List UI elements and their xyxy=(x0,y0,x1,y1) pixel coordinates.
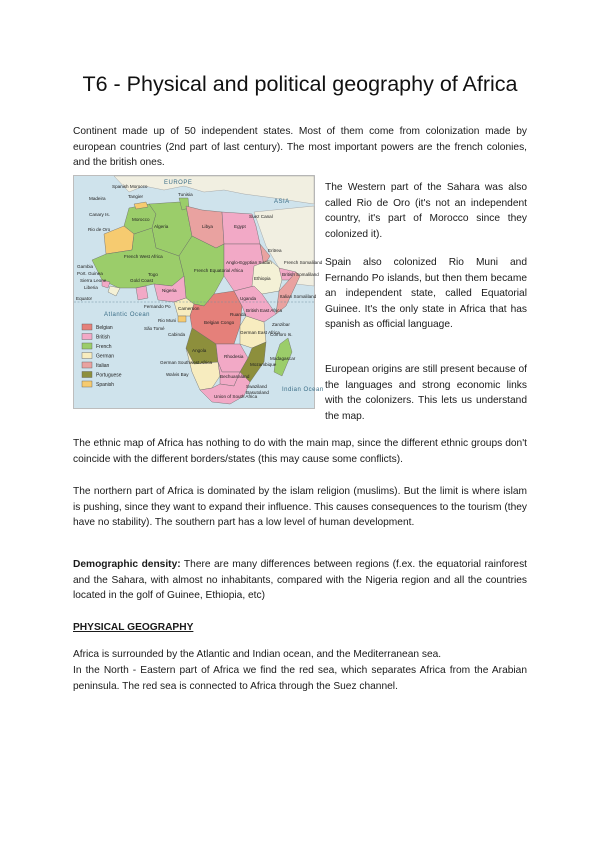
label-tangier: Tangier xyxy=(128,194,144,199)
legend-swatch-french xyxy=(82,343,92,349)
label-madagascar: Madagascar xyxy=(270,356,296,361)
label-french-west-africa: French West Africa xyxy=(124,254,163,259)
label-bechuanaland: Bechuanaland xyxy=(220,374,250,379)
label-german-east-africa: German East Africa xyxy=(240,330,280,335)
label-ethiopia: Ethiopia xyxy=(254,276,271,281)
page-title: T6 - Physical and political geography of Africa xyxy=(82,72,518,96)
physical-heading-line xyxy=(73,620,527,636)
label-zanzibar: Zanzibar xyxy=(272,322,290,327)
legend-swatch-british xyxy=(82,334,92,340)
label-mozambique: Mozambique xyxy=(250,362,277,367)
label-cabinda: Cabinda xyxy=(168,332,186,337)
label-port-guinea: Port. Guinea xyxy=(77,271,103,276)
label-british-somaliland: British Somaliland xyxy=(282,272,319,277)
label-equator: Equator xyxy=(76,296,93,301)
label-gambia: Gambia xyxy=(77,264,94,269)
islam-paragraph: The northern part of Africa is dominated by the islam religion (muslims). But the limit is where islam is pushing, since they want to expand their influence. This causes consequences to the tourism (they have no stability). The southern part has a low level of human development. xyxy=(73,486,527,529)
physical-line-2: In the North - Eastern part of Africa we find the red sea, which separates Africa from the Arabian peninsula. The red sea is connected to Africa through the Suez channel. xyxy=(73,665,527,692)
label-rhodesia: Rhodesia xyxy=(224,354,244,359)
legend-label-french: French xyxy=(96,344,112,350)
legend-label-italian: Italian xyxy=(96,363,110,369)
colonial-africa-map xyxy=(73,175,324,409)
legend-label-german: German xyxy=(96,353,115,360)
label-sierra-leone: Sierra Leone xyxy=(80,278,107,283)
ethnic-paragraph: The ethnic map of Africa has nothing to do with the main map, since the different ethnic groups don't coincide with the different borders/states (this may cause some conflicts). xyxy=(73,438,527,465)
gold-coast-region xyxy=(136,286,148,300)
label-canary: Canary Is. xyxy=(89,212,110,217)
label-tunisia: Tunisia xyxy=(178,192,193,197)
label-rio-de-oro: Rio de Oro xyxy=(88,227,111,232)
label-sao-tome: São Tomé xyxy=(144,326,165,331)
label-ruanda: Ruanda xyxy=(230,312,247,317)
physical-geography-heading: PHYSICAL GEOGRAPHY xyxy=(73,622,194,633)
label-europe: EUROPE xyxy=(164,180,193,186)
label-atlantic: Atlantic Ocean xyxy=(104,312,151,318)
legend-swatch-italian xyxy=(82,362,92,368)
label-spanish-morocco: Spanish Morocco xyxy=(112,184,148,189)
legend-label-spanish: Spanish xyxy=(96,382,115,388)
label-walvis-bay: Walvis Bay xyxy=(166,372,189,377)
label-libya: Libya xyxy=(202,224,213,229)
label-liberia: Liberia xyxy=(84,285,98,290)
legend-swatch-portuguese xyxy=(82,372,92,378)
legend-label-portuguese: Portuguese xyxy=(96,372,122,379)
label-german-sw-africa: German Southwest Africa xyxy=(160,360,213,365)
label-asia: ASIA xyxy=(274,199,290,205)
physical-line-1: Africa is surrounded by the Atlantic and Indian ocean, and the Mediterranean sea. xyxy=(73,649,442,660)
intro-paragraph: Continent made up of 50 independent states. Most of them come from colonization made by european countries (2nd part of last century). The most important powers are the french colonies, and the british ones. xyxy=(73,126,527,169)
label-basutoland: Basutoland xyxy=(246,390,269,395)
side-paragraph-2: Spain also colonized Rio Muni and Fernando Po islands, but then them became an independent state, called Equatorial Guinee. It's the only state in Africa that has spanish as official language. xyxy=(325,257,527,331)
legend-swatch-german xyxy=(82,353,92,359)
map-legend xyxy=(79,320,123,391)
label-comoro: Comoro Is. xyxy=(270,332,293,337)
label-angola: Angola xyxy=(192,348,207,353)
label-nigeria: Nigeria xyxy=(162,288,177,293)
label-french-equatorial: French Equatorial Africa xyxy=(194,268,244,273)
density-label: Demographic density: xyxy=(73,559,181,570)
label-belgian-congo: Belgian Congo xyxy=(204,320,235,325)
label-british-east-africa: British East Africa xyxy=(246,308,282,313)
label-cameroon: Cameroon xyxy=(178,306,200,311)
label-french-somaliland: French Somaliland xyxy=(284,260,323,265)
label-anglo-egyptian: Anglo-Egyptian Sudan xyxy=(226,260,272,265)
rio-muni-region xyxy=(178,316,186,322)
legend-swatch-belgian xyxy=(82,324,92,330)
label-madeira: Madeira xyxy=(89,196,106,201)
density-paragraph xyxy=(73,557,527,604)
label-rio-muni: Rio Muni xyxy=(158,318,177,323)
side-paragraph-1: The Western part of the Sahara was also called Rio de Oro (it's not an independent country, it's part of Morocco since they colonized it). xyxy=(325,182,527,240)
label-gold-coast: Gold Coast xyxy=(130,278,153,283)
label-italian-somaliland: Italian Somaliland xyxy=(280,294,317,299)
label-algeria: Algeria xyxy=(154,224,169,229)
label-indian: Indian Ocean xyxy=(282,387,324,393)
side-paragraph-3: European origins are still present because of the languages and strong economic links with the colonizers. This lets us understand the map. xyxy=(325,364,527,422)
label-suez: Suez Canal xyxy=(249,214,273,219)
map-svg xyxy=(74,176,324,408)
label-union-sa: Union of South Africa xyxy=(214,394,258,399)
label-egypt: Egypt xyxy=(234,224,246,229)
label-eritrea: Eritrea xyxy=(268,248,282,253)
legend-label-belgian: Belgian xyxy=(96,325,113,331)
label-swaziland: Swaziland xyxy=(246,384,267,389)
legend-label-british: British xyxy=(96,334,110,341)
legend-swatch-spanish xyxy=(82,381,92,387)
label-morocco: Morocco xyxy=(132,217,150,222)
label-uganda: Uganda xyxy=(240,296,257,301)
label-fernando-po: Fernando Po xyxy=(144,304,171,309)
density-text: There are many differences between regions (f.ex. the equatorial rainforest and the Sahara, with almost no inhabitants, compared with the Nigeria region and all the countries located in the golf of Guinee, Ethiopia, etc) xyxy=(73,559,527,602)
label-togo: Togo xyxy=(148,272,158,277)
